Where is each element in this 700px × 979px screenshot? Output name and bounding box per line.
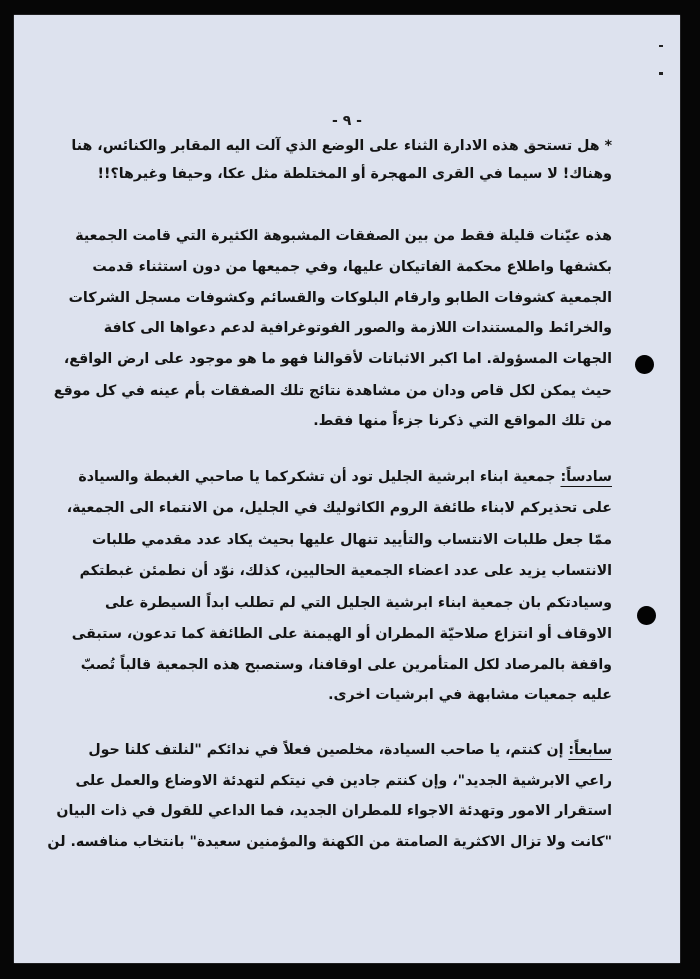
- paragraph-3-line-7: واقفة بالمرصاد لكل المتأمرين على اوقافنا، وستصبح هذه الجمعية قالباً تُصبّ: [80, 657, 612, 673]
- paragraph-2-line-6: حيث يمكن لكل قاص ودان من مشاهدة نتائج تلك الصفقات بأم عينه في كل موقع: [53, 383, 612, 399]
- section-heading-seventh: سابعاً:: [568, 742, 612, 758]
- paragraph-3-line-8: عليه جمعيات مشابهة في ابرشيات اخرى.: [328, 687, 612, 703]
- paragraph-2-line-1: هذه عيّنات قليلة فقط من بين الصفقات المشبوهة الكثيرة التي قامت الجمعية: [75, 228, 612, 244]
- punch-hole-upper: [635, 355, 654, 374]
- section-heading-sixth: سادساً:: [560, 469, 612, 485]
- paragraph-4-line-2: راعي الابرشية الجديد"، وإن كنتم جادين في نيتكم لتهدئة الاوضاع والعمل على: [75, 773, 612, 789]
- paragraph-2-line-2: بكشفها واطلاع محكمة الفاتيكان عليها، وفي جميعها من دون استثناء قدمت: [92, 259, 612, 275]
- paragraph-4-line-4: "كانت ولا تزال الاكثرية الصامتة من الكهنة والمؤمنين سعيدة" بانتخاب منافسه. لن: [47, 834, 612, 850]
- document-page: [14, 15, 680, 963]
- paragraph-2-line-5: الجهات المسؤولة. اما اكبر الاثباتات لأقوالنا فهو ما هو موجود على ارض الواقع،: [63, 351, 612, 367]
- paragraph-3-line-3: ممّا جعل طلبات الانتساب والتأييد تنهال عليها بحيث يكاد عدد مقدمي طلبات: [91, 532, 612, 548]
- page-number: - ٩ -: [332, 113, 362, 129]
- paragraph-4-line-1: [88, 738, 612, 762]
- paragraph-4-line-3: استقرار الامور وتهدئة الاجواء للمطران الجديد، فما الداعي للقول في ذات البيان: [56, 803, 612, 819]
- paragraph-4-line-1-text: إن كنتم، يا صاحب السيادة، مخلصين فعلاً في ندائكم "لنلتف كلنا حول: [88, 742, 569, 758]
- corner-mark-bottom: [659, 72, 663, 75]
- punch-hole-lower: [637, 606, 656, 625]
- paragraph-2-line-4: والخرائط والمستندات اللازمة والصور الفوتوغرافية لدعم دعواها الى كافة: [103, 320, 612, 336]
- paragraph-2-line-3: الجمعية كشوفات الطابو وارقام البلوكات والقسائم وكشوفات مسجل الشركات: [68, 290, 612, 306]
- paragraph-3-line-4: الانتساب يزيد على عدد اعضاء الجمعية الحاليين، كذلك، نوّد أن نطمئن غبطتكم: [79, 563, 612, 579]
- paragraph-3-line-2: على تحذيركم لابناء طائفة الروم الكاثوليك في الجليل، من الانتماء الى الجمعية،: [66, 500, 612, 516]
- paragraph-1-line-2: وهناك! لا سيما في القرى المهجرة أو المختلطة مثل عكا، وحيفا وغيرها؟!!: [97, 166, 612, 182]
- paragraph-3-line-1: [78, 465, 612, 489]
- paragraph-3-line-5: وسيادتكم بان جمعية ابناء ابرشية الجليل التي لم تطلب ابداً السيطرة على: [105, 595, 612, 611]
- paragraph-1-line-1: * هل تستحق هذه الادارة الثناء على الوضع الذي آلت اليه المقابر والكنائس، هنا: [71, 138, 612, 154]
- paragraph-2-line-7: من تلك المواقع التي ذكرنا جزءاً منها فقط.: [313, 413, 612, 429]
- paragraph-3-line-1-text: جمعية ابناء ابرشية الجليل تود أن تشكركما يا صاحبي الغبطة والسيادة: [78, 469, 561, 485]
- paragraph-3-line-6: الاوقاف أو انتزاع صلاحيّة المطران أو الهيمنة على الطائفة كما تدعون، ستبقى: [71, 626, 612, 642]
- corner-mark-top: [659, 45, 663, 47]
